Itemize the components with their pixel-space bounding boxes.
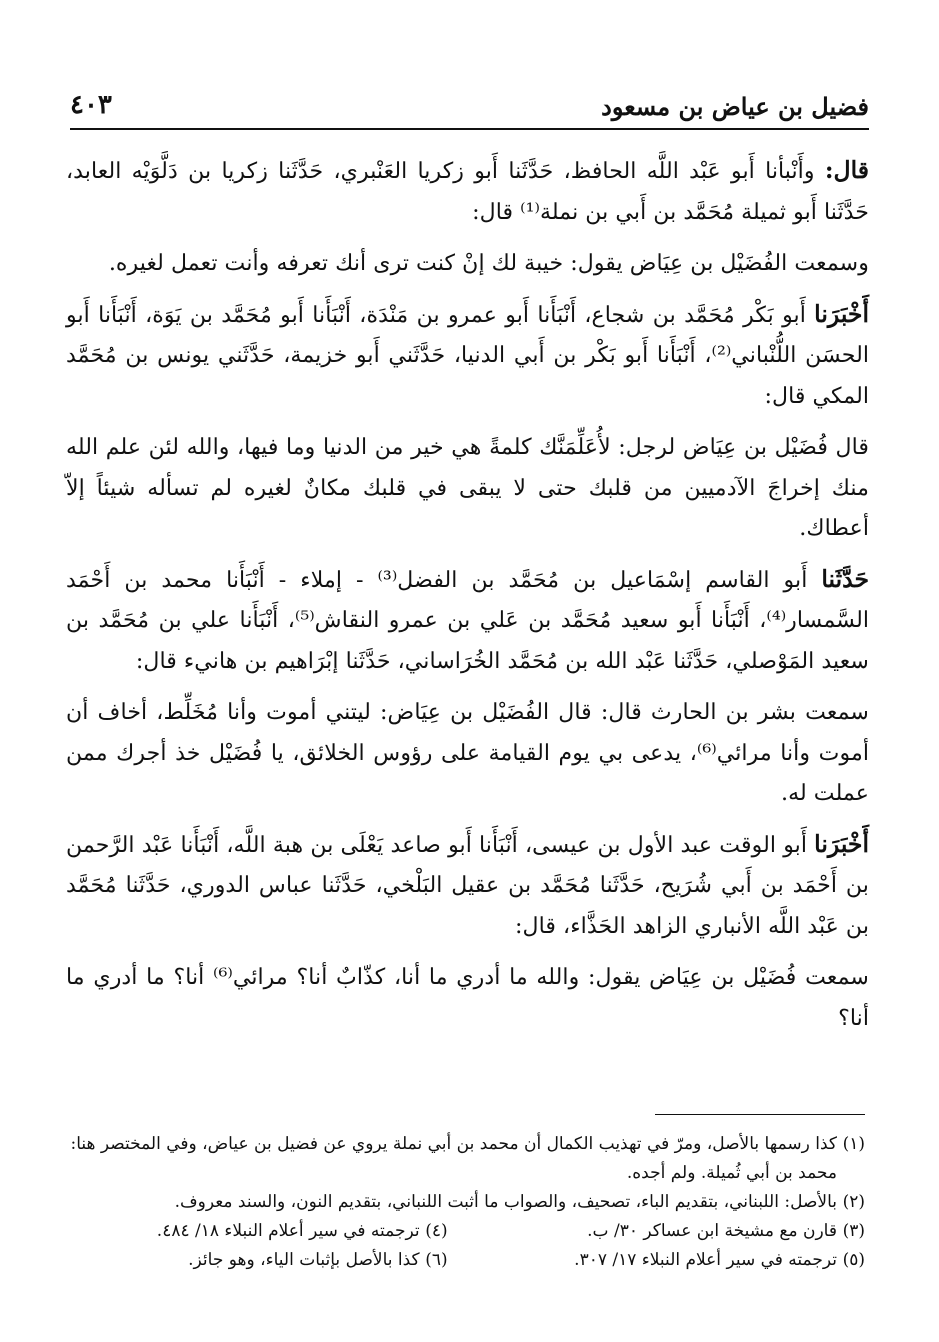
paragraph-text: سمعت بشر بن الحارث قال: قال الفُضَيْل بن عِيَاض: ليتني أموت وأنا مُخَلِّط، أخاف أن أموت وأنا مرائي⁽⁶⁾، يدعى بي يوم القيامة على رؤوس الخلائق، يا فُضَيْل خذ أجرك ممن عملت له. (66, 699, 870, 806)
footnote (70, 1217, 448, 1246)
paragraph-text: أَبو القاسم إسْمَاعيل بن مُحَمَّد بن الفضل⁽³⁾ - إملاء - أَنْبَأَنا محمد بن أَحْمَد السَّمسار⁽⁴⁾، أَنْبَأَنا أَبو سعيد مُحَمَّد بن عَلي بن عمرو النقاش⁽⁵⁾، أَنْبَأَنا علي بن مُحَمَّد بن سعيد المَوْصلي، حَدَّثَنا عَبْد الله بن مُحَمَّد الخُرَاساني، حَدَّثَنا إبْرَاهيم بن هانيء قال: (66, 566, 869, 674)
paragraph-text: قال فُضَيْل بن عِيَاض لرجل: لأُعَلِّمَنَّك كلمةً هي خير من الدنيا وما فيها، والله لئن علم الله منك إخراجَ الآدميين من قلبك حتى لا يبقى في قلبك مكانٌ لغيره لم تسأله شيئاً إلاّ أعطاك. (66, 434, 869, 541)
paragraph-text: أَبو بَكْر مُحَمَّد بن شجاع، أَنْبَأَنا أَبو عمرو بن مَنْدَة، أَنْبَأَنا أَبو مُحَمَّد بن يَوَة، أَنْبَأَنا أَبو الحسَن اللُّنْباني⁽²⁾، أَنْبَأَنا أَبو بَكْر بن أَبي الدنيا، حَدَّثَني أَبو خزيمة، حَدَّثَني يونس بن مُحَمَّد المكي قال: (66, 301, 870, 409)
paragraph-text: أَبو الوقت عبد الأول بن عيسى، أَنْبَأَنا أَبو صاعد يَعْلَى بن هبة اللَّه، أَنْبَأَنا عَبْد الرَّحمن بن أَحْمَد بن أَبي شُرَيح، حَدَّثَنا مُحَمَّد بن عقيل البَلْخي، حَدَّثَنا عباس الدوري، حَدَّثَنا مُحَمَّد بن عَبْد اللَّه الأنباري الزاهد الحَذَّاء، قال: (66, 831, 869, 939)
footnote-number: (٦) (425, 1250, 448, 1270)
footnote-text: قارن مع مشيخة ابن عساكر ٣٠/ ب. (587, 1221, 837, 1241)
footnote-pair (70, 1217, 865, 1246)
footnote (70, 1246, 448, 1275)
footnote-divider (655, 1114, 865, 1115)
paragraph-lead: حَدَّثَنا (821, 564, 869, 593)
footnote-text: بالأصل: اللبناني، بتقديم الباء، تصحيف، والصواب ما أثبت اللنباني، بتقديم النون، والسند معروف. (174, 1192, 837, 1212)
paragraph (66, 294, 869, 417)
paragraph (66, 150, 869, 232)
paragraph (66, 242, 869, 284)
paragraph-lead: قال: (824, 156, 869, 184)
paragraph-lead: أَخْبَرَنا (814, 299, 869, 328)
footnote-text: كذا بالأصل بإثبات الياء، وهو جائز. (188, 1250, 420, 1270)
paragraph (66, 956, 869, 1038)
footnote-text: ترجمته في سير أعلام النبلاء ١٧/ ٣٠٧. (574, 1250, 837, 1270)
paragraph (66, 691, 869, 814)
footnote (70, 1188, 865, 1217)
page-number: ٤٠٣ (70, 90, 112, 120)
paragraph-text: وسمعت الفُضَيْل بن عِيَاض يقول: خيبة لك إنْ كنت ترى أنك تعرفه وأنت تعمل لغيره. (108, 250, 869, 276)
running-title: فضيل بن عياض بن مسعود (601, 92, 869, 121)
paragraph-lead: أَخْبَرَنا (814, 829, 869, 858)
paragraph (66, 559, 869, 682)
footnote (448, 1217, 865, 1246)
footnote (448, 1246, 865, 1275)
footnote-text: ترجمته في سير أعلام النبلاء ١٨/ ٤٨٤. (156, 1221, 420, 1241)
paragraph (66, 426, 869, 549)
footnote-text: كذا رسمها بالأصل، ومرّ في تهذيب الكمال أن محمد بن أبي نملة يروي عن فضيل بن عياض، وفي المختصر هنا: محمد بن أبي ثُميلة. ولم أجده. (70, 1134, 837, 1183)
paragraph (66, 824, 869, 947)
main-text (66, 150, 869, 1038)
footnote-number: (٢) (842, 1192, 865, 1212)
footnote-pair (70, 1246, 865, 1275)
paragraph-text: سمعت فُضَيْل بن عِيَاض يقول: والله ما أدري ما أنا، كذّابٌ أنا؟ مرائي⁽⁶⁾ أنا؟ ما أدري ما أنا؟ (66, 964, 870, 1031)
paragraph-text: وأَنْبأنا أَبو عَبْد اللَّه الحافظ، حَدَّثَنا أَبو زكريا العَنْبري، حَدَّثَنا زكريا بن دَلَّوَيْه العابد، حَدَّثَنا أَبو ثميلة مُحَمَّد بن أَبي بن نملة⁽¹⁾ قال: (66, 158, 869, 225)
footnote-number: (١) (842, 1134, 865, 1154)
footnote-number: (٥) (842, 1250, 865, 1270)
footnote-number: (٤) (425, 1221, 448, 1241)
footnote (70, 1130, 865, 1188)
footnote-number: (٣) (842, 1221, 865, 1241)
footnotes (70, 1130, 865, 1275)
page-header (70, 88, 869, 130)
